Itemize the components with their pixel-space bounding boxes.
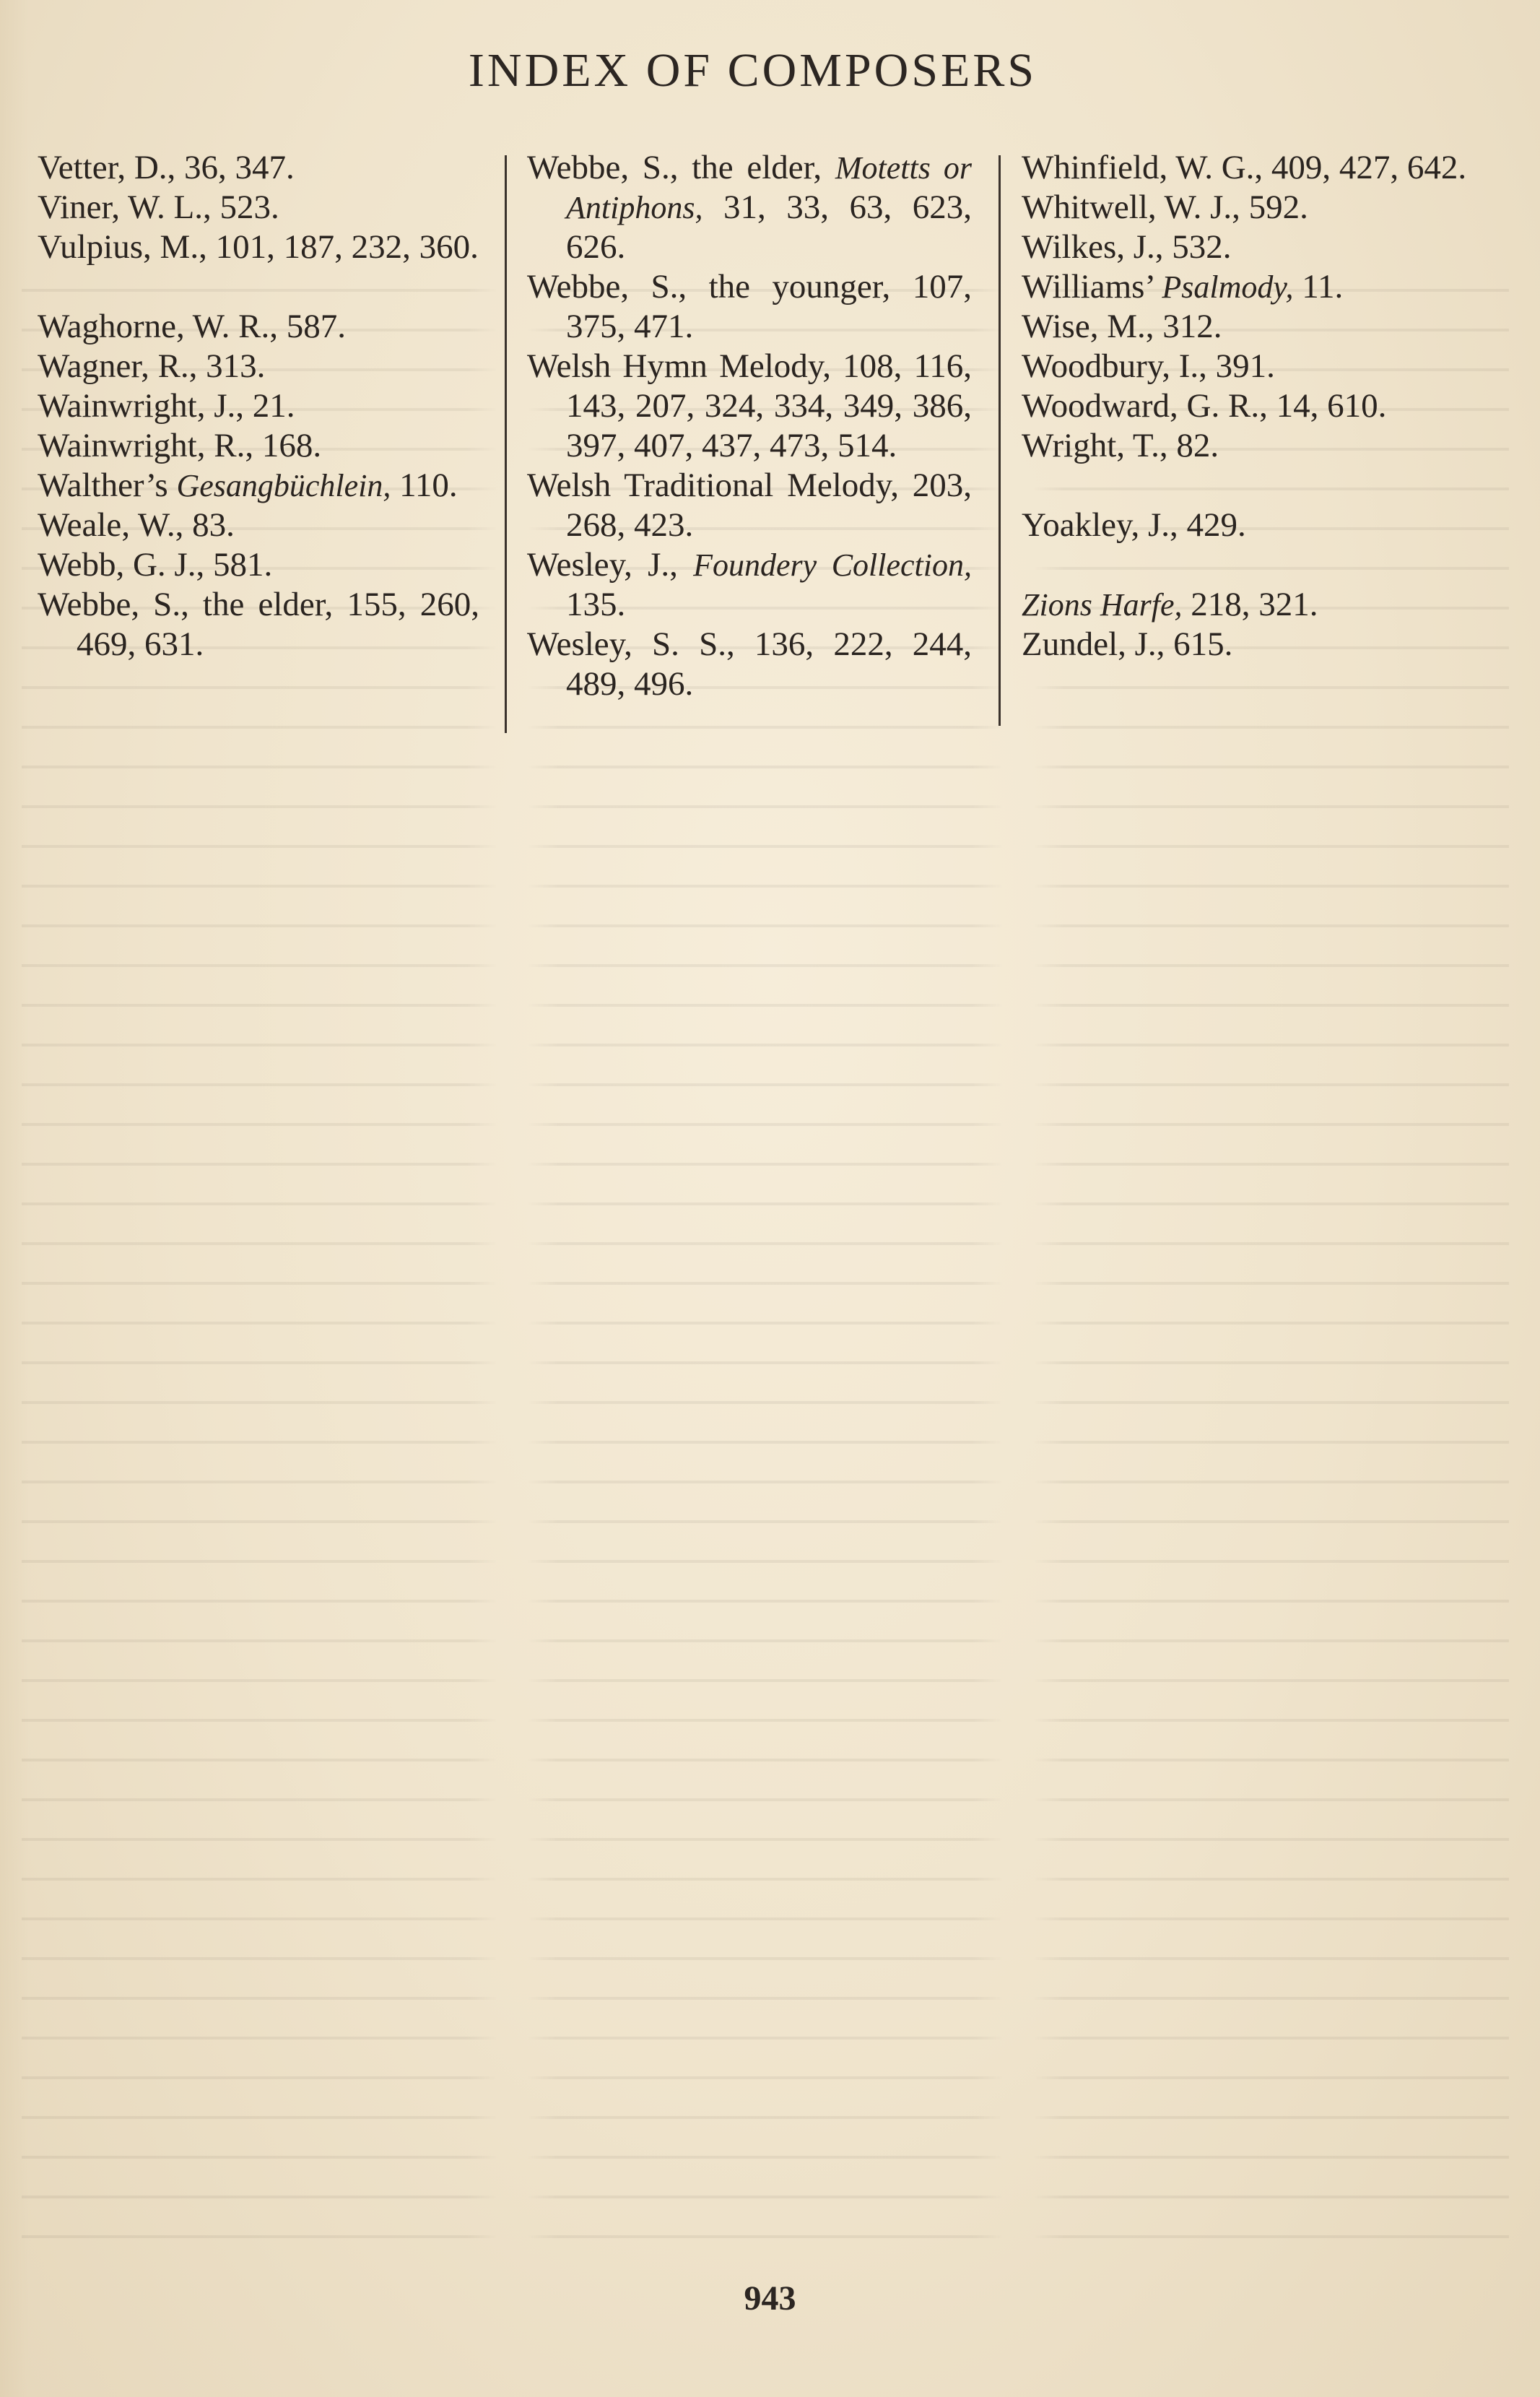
index-entry xyxy=(527,148,972,267)
index-entry xyxy=(527,267,972,347)
index-entry xyxy=(38,386,479,426)
column-divider xyxy=(505,155,507,733)
index-entry-text: Wesley, J., xyxy=(527,546,694,584)
index-entry xyxy=(38,307,479,347)
index-entry-text: Welsh Traditional Melody, 203, 268, 423. xyxy=(527,467,972,544)
index-entry-text: Walther’s xyxy=(38,467,177,504)
index-entry-text: Welsh Hymn Melody, 108, 116, 143, 207, 324, 334, 349, 386, 397, 407, 437, 473, 514. xyxy=(527,347,972,464)
index-entry-text: 11. xyxy=(1293,268,1344,305)
index-entry xyxy=(38,188,479,227)
index-entry-text: Vulpius, M., 101, 187, 232, 360. xyxy=(38,228,479,266)
page-title: INDEX OF COMPOSERS xyxy=(468,44,1037,97)
index-entry-text: 110. xyxy=(391,467,458,504)
index-entry-text: Vetter, D., 36, 347. xyxy=(38,149,295,186)
index-entry xyxy=(1022,307,1484,347)
index-entry-text: Whinfield, W. G., 409, 427, 642. xyxy=(1022,149,1467,186)
index-entry-title: Motetts or Antiphons, xyxy=(566,150,972,225)
index-entry xyxy=(38,585,479,664)
index-entry-text: Webbe, S., the younger, 107, 375, 471. xyxy=(527,268,972,345)
index-entry-title: Foundery Collection, xyxy=(693,547,972,583)
index-entry-text: Wesley, S. S., 136, 222, 244, 489, 496. xyxy=(527,625,972,703)
index-entry xyxy=(1022,585,1484,625)
index-entry xyxy=(38,148,479,188)
index-entry xyxy=(527,466,972,545)
index-entry-text: Webbe, S., the elder, 155, 260, 469, 631. xyxy=(38,586,479,663)
index-entry-text: Whitwell, W. J., 592. xyxy=(1022,188,1308,226)
page-number: 943 xyxy=(744,2279,796,2318)
index-entry-text: Wagner, R., 313. xyxy=(38,347,266,385)
index-entry-text: 31, 33, 63, 623, 626. xyxy=(566,188,972,266)
index-entry xyxy=(38,426,479,466)
index-entry-text: Woodward, G. R., 14, 610. xyxy=(1022,387,1387,425)
index-entry xyxy=(1022,386,1484,426)
index-entry xyxy=(1022,426,1484,466)
index-entry xyxy=(527,347,972,466)
index-entry-text: Woodbury, I., 391. xyxy=(1022,347,1275,385)
index-entry-text: Wilkes, J., 532. xyxy=(1022,228,1232,266)
index-entry-text: Wise, M., 312. xyxy=(1022,308,1222,345)
index-column-3 xyxy=(1022,148,1484,664)
index-column-2 xyxy=(527,148,972,704)
index-entry-text: 218, 321. xyxy=(1182,586,1318,623)
column-divider xyxy=(999,155,1001,726)
index-entry-text: Weale, W., 83. xyxy=(38,506,235,544)
index-column-1 xyxy=(38,148,479,664)
index-entry xyxy=(1022,227,1484,267)
index-entry xyxy=(1022,506,1484,545)
index-entry xyxy=(1022,625,1484,664)
index-entry xyxy=(1022,267,1484,307)
index-entry-text: 135. xyxy=(566,586,626,623)
index-entry xyxy=(38,227,479,267)
index-entry xyxy=(527,625,972,704)
index-entry-title: Zions Harfe, xyxy=(1022,587,1183,623)
index-entry-text: Webbe, S., the elder, xyxy=(527,149,835,186)
index-entry xyxy=(1022,188,1484,227)
index-entry-text: Zundel, J., 615. xyxy=(1022,625,1233,663)
index-entry xyxy=(1022,148,1484,188)
index-entry-text: Waghorne, W. R., 587. xyxy=(38,308,347,345)
index-entry-text: Wainwright, J., 21. xyxy=(38,387,295,425)
index-entry-title: Gesangbüchlein, xyxy=(176,468,391,503)
index-entry xyxy=(527,545,972,625)
index-entry xyxy=(38,466,479,506)
index-entry-text: Viner, W. L., 523. xyxy=(38,188,279,226)
index-entry-text: Williams’ xyxy=(1022,268,1162,305)
index-entry xyxy=(38,506,479,545)
index-entry-text: Yoakley, J., 429. xyxy=(1022,506,1246,544)
index-entry xyxy=(1022,347,1484,386)
index-entry xyxy=(38,545,479,585)
index-entry-title: Psalmody, xyxy=(1162,269,1294,305)
index-entry-text: Wainwright, R., 168. xyxy=(38,427,322,464)
index-entry-text: Wright, T., 82. xyxy=(1022,427,1219,464)
index-entry-text: Webb, G. J., 581. xyxy=(38,546,273,584)
index-entry xyxy=(38,347,479,386)
